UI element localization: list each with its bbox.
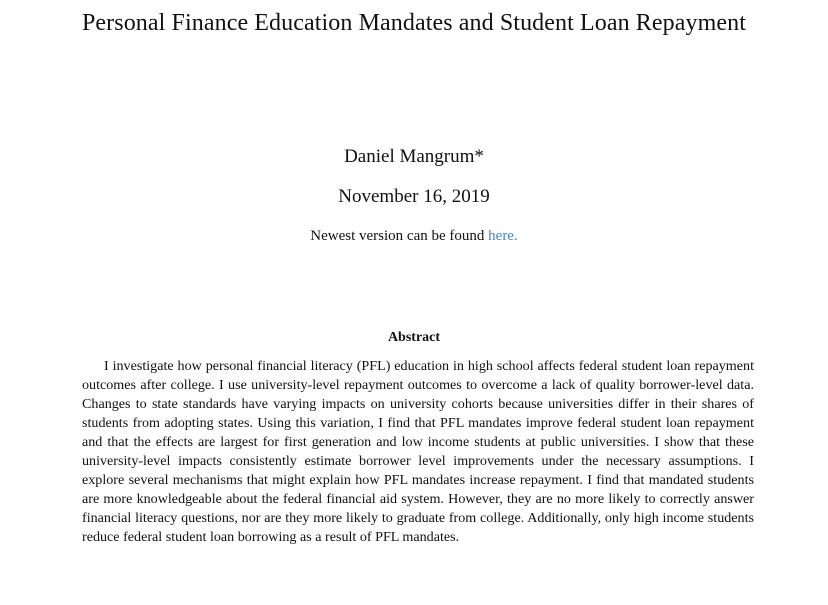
version-note — [0, 228, 828, 245]
paper-title: Personal Finance Education Mandates and Student Loan Repayment — [81, 10, 747, 36]
author-name: Daniel Mangrum* — [344, 146, 484, 167]
abstract-text: I investigate how personal financial literacy (PFL) education in high school affects federal student loan repayment outcomes after college. I use university-level repayment outcomes to overcome a lack of quality borrower-level data. Changes to state standards have varying impacts on university cohorts because universities differ in their shares of students from adopting states. Using this variation, I find that PFL mandates improve federal student loan repayment and that the effects are largest for first generation and low income students at public universities. I show that these university-level impacts consistently estimate borrower level improvements under the necessary assumptions. I explore several mechanisms that might explain how PFL mandates increase repayment. I find that mandated students are more knowledgeable about the federal financial aid system. However, they are no more likely to correctly answer financial literacy questions, nor are they more likely to graduate from college. Additionally, only high income students reduce federal student loan borrowing as a result of PFL mandates. — [82, 358, 754, 545]
version-link[interactable]: here. — [488, 228, 518, 244]
abstract-heading: Abstract — [387, 330, 441, 345]
paper-date: November 16, 2019 — [338, 186, 490, 207]
version-note-text: Newest version can be found — [310, 228, 489, 244]
